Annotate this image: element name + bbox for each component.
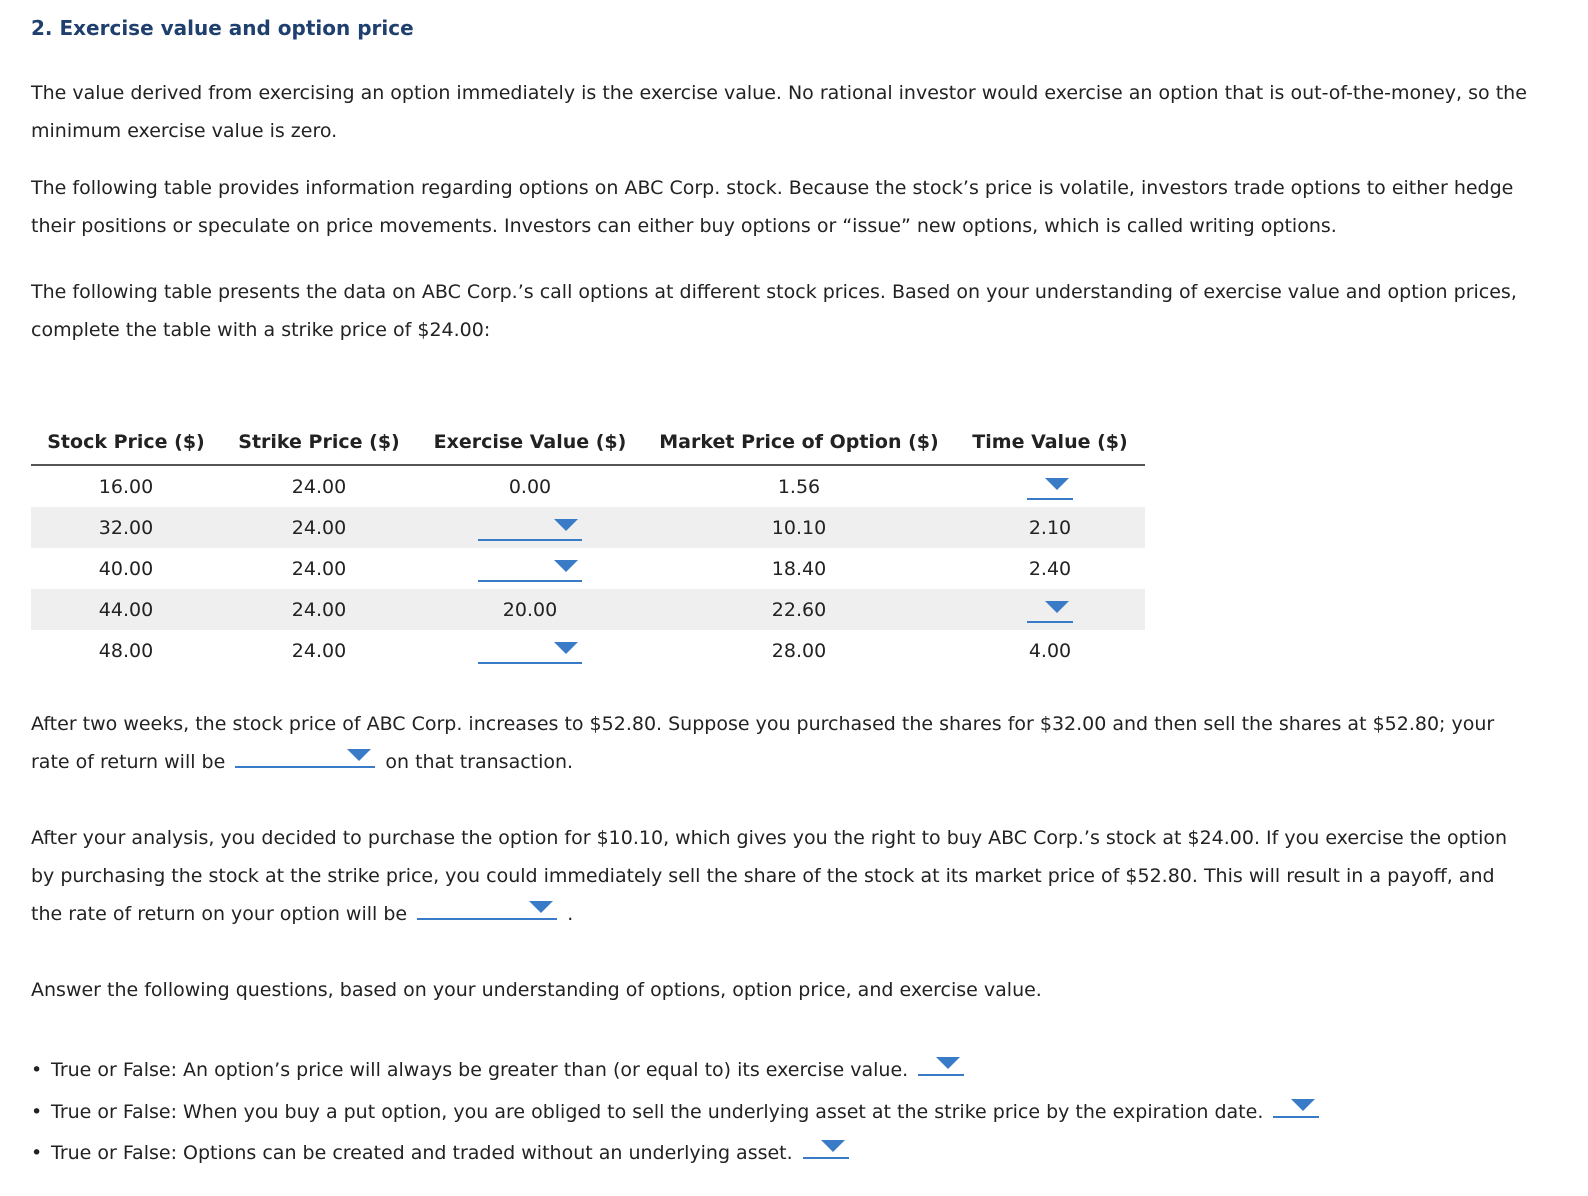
list-item [31, 1092, 1323, 1134]
header-time-value: Time Value ($) [955, 420, 1145, 465]
cell-time-value: 4.00 [1028, 639, 1072, 662]
dropdown-caret-icon [347, 749, 371, 761]
table-row [31, 630, 1145, 671]
stock-return-dropdown[interactable] [235, 744, 375, 768]
cell-stock-price: 16.00 [98, 475, 154, 498]
cell-exercise-value [417, 507, 643, 548]
cell-time-value: 2.40 [1028, 557, 1072, 580]
stock-return-paragraph [31, 705, 1531, 781]
option-return-text: After your analysis, you decided to purchase the option for $10.10, which gives you the right to buy ABC Corp.’s stock at $24.00. If you exercise the option by purchasing the stock at the strike price, you could immediately sell the share of the stock at its market price of $52.80. This will result in a payoff, and the rate of return on your option will be [31, 827, 1508, 925]
dropdown-caret-icon [821, 1140, 845, 1152]
bullet: • [31, 1142, 43, 1164]
intro-paragraph: The value derived from exercising an option immediately is the exercise value. No rational investor would exercise an option that is out-of-the-money, so the minimum exercise value is zero. [31, 82, 1527, 142]
time-value-dropdown[interactable] [1027, 474, 1073, 500]
dropdown-caret-icon [554, 642, 578, 654]
cell-stock-price: 40.00 [98, 557, 154, 580]
cell-market-price: 10.10 [643, 507, 955, 548]
section-heading: 2. Exercise value and option price [31, 16, 414, 40]
exercise-value-dropdown[interactable] [478, 515, 582, 541]
dropdown-caret-icon [1291, 1099, 1315, 1111]
cell-strike-price: 24.00 [221, 589, 417, 630]
table-row [31, 507, 1145, 548]
bullet: • [31, 1059, 43, 1081]
header-market-price: Market Price of Option ($) [643, 420, 955, 465]
dropdown-caret-icon [554, 560, 578, 572]
table-row [31, 589, 1145, 630]
true-false-dropdown[interactable] [918, 1052, 964, 1076]
option-return-paragraph [31, 819, 1531, 933]
questions-intro-paragraph: Answer the following questions, based on your understanding of options, option price, and exercise value. [31, 979, 1042, 1001]
cell-market-price: 28.00 [771, 639, 827, 662]
header-exercise-value: Exercise Value ($) [417, 420, 643, 465]
cell-stock-price: 48.00 [98, 639, 154, 662]
list-item [31, 1133, 1323, 1175]
stock-return-text-after: on that transaction. [385, 751, 574, 773]
table-header-row [31, 420, 1145, 465]
table-row [31, 548, 1145, 589]
cell-strike-price: 24.00 [291, 475, 347, 498]
true-false-dropdown[interactable] [803, 1135, 849, 1159]
list-item [31, 1050, 1323, 1092]
true-false-list [31, 1050, 1323, 1175]
dropdown-caret-icon [1045, 601, 1069, 613]
option-return-text-after: . [567, 903, 574, 925]
question-text: True or False: When you buy a put option, you are obliged to sell the underlying asset at the strike price by the expiration date. [51, 1100, 1264, 1123]
header-strike-price: Strike Price ($) [221, 420, 417, 465]
cell-market-price: 22.60 [643, 589, 955, 630]
dropdown-caret-icon [529, 901, 553, 913]
option-return-dropdown[interactable] [417, 896, 557, 920]
cell-time-value [955, 589, 1145, 630]
cell-time-value [955, 465, 1145, 507]
cell-exercise-value [417, 630, 643, 671]
cell-market-price: 18.40 [771, 557, 827, 580]
cell-strike-price: 24.00 [291, 557, 347, 580]
question-text: True or False: Options can be created and traded without an underlying asset. [51, 1142, 793, 1164]
cell-stock-price: 32.00 [31, 507, 221, 548]
cell-strike-price: 24.00 [291, 639, 347, 662]
dropdown-caret-icon [936, 1057, 960, 1069]
header-stock-price: Stock Price ($) [31, 420, 221, 465]
cell-strike-price: 24.00 [221, 507, 417, 548]
cell-time-value: 2.10 [955, 507, 1145, 548]
table-row [31, 465, 1145, 507]
stock-return-text: After two weeks, the stock price of ABC Corp. increases to $52.80. Suppose you purchased the shares for $32.00 and then sell the shares at $52.80; your rate of return will be [31, 713, 1495, 773]
dropdown-caret-icon [1045, 478, 1069, 490]
true-false-dropdown[interactable] [1273, 1094, 1319, 1118]
cell-stock-price: 44.00 [31, 589, 221, 630]
exercise-value-dropdown[interactable] [478, 556, 582, 582]
bullet: • [31, 1100, 43, 1123]
dropdown-caret-icon [554, 519, 578, 531]
question-text: True or False: An option’s price will always be greater than (or equal to) its exercise value. [51, 1059, 909, 1081]
exercise-value-dropdown[interactable] [478, 638, 582, 664]
cell-exercise-value: 0.00 [508, 475, 552, 498]
cell-market-price: 1.56 [777, 475, 821, 498]
table-instruction-paragraph: The following table presents the data on ABC Corp.’s call options at different stock prices. Based on your understanding of exercise value and option prices, complete the table with a strike price of $24.00: [31, 281, 1517, 341]
cell-exercise-value: 20.00 [417, 589, 643, 630]
cell-exercise-value [417, 548, 643, 589]
table-info-paragraph: The following table provides information regarding options on ABC Corp. stock. Because the stock’s price is volatile, investors trade options to either hedge their positions or speculate on price movements. Investors can either buy options or “issue” new options, which is called writing options. [31, 177, 1514, 237]
call-options-table [31, 420, 1145, 671]
time-value-dropdown[interactable] [1027, 597, 1073, 623]
